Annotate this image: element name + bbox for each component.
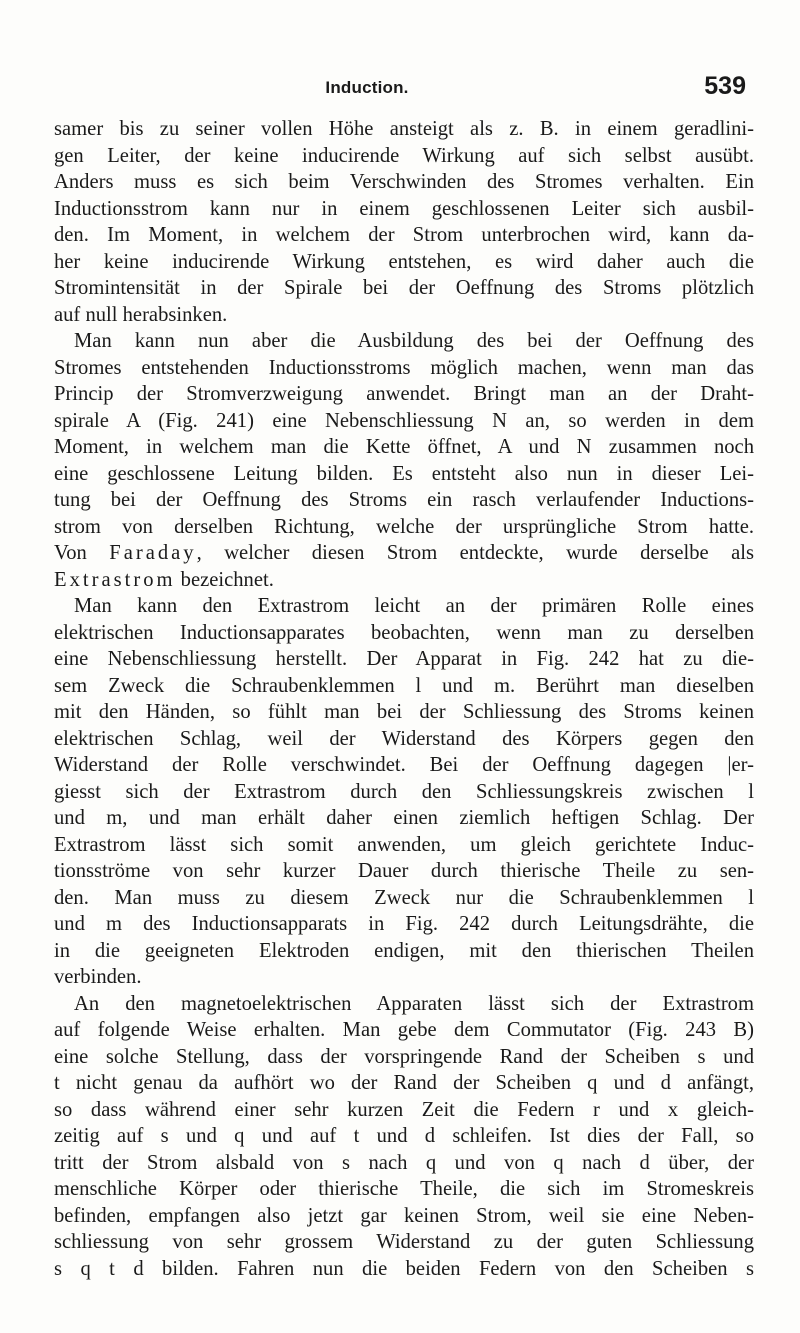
text-line: An den magnetoelektrischen Apparaten lässt sich der Extrastrom	[74, 992, 754, 1015]
text-line: eine Nebenschliessung herstellt. Der Apparat in Fig. 242 hat zu die-	[54, 648, 754, 670]
text-line: Man kann den Extrastrom leicht an der primären Rolle eines	[74, 595, 754, 617]
text-line: eine solche Stellung, dass der vorspringende Rand der Scheiben s und	[54, 1045, 754, 1068]
text-line: tionsströme von sehr kurzer Dauer durch thierische Theile zu sen-	[54, 860, 754, 882]
text-line: sem Zweck die Schraubenklemmen l und m. Berührt man dieselben	[54, 674, 754, 697]
text-line: verbinden.	[54, 966, 142, 988]
text-line: t nicht genau da aufhört wo der Rand der Scheiben q und d anfängt,	[54, 1072, 754, 1094]
text-line: mit den Händen, so fühlt man bei der Schliessung des Stroms keinen	[54, 701, 754, 723]
text-line: so dass während einer sehr kurzen Zeit die Federn r und x gleich-	[54, 1098, 754, 1121]
text-line: den. Man muss zu diesem Zweck nur die Schraubenklemmen l	[54, 886, 754, 909]
text-line: und m, und man erhält daher einen ziemlich heftigen Schlag. Der	[54, 807, 754, 829]
text-line: elektrischen Inductionsapparates beobachten, wenn man zu derselben	[54, 621, 754, 644]
text-line: und m des Inductionsapparats in Fig. 242 durch Leitungsdrähte, die	[54, 913, 754, 935]
text-line: Extrastrom lässt sich somit anwenden, um gleich gerichtete Induc-	[54, 833, 754, 856]
text-line: s q t d bilden. Fahren nun die beiden Federn von den Scheiben s	[54, 1257, 754, 1280]
text-line: samer bis zu seiner vollen Höhe ansteigt als z. B. in einem geradlini-	[54, 118, 754, 140]
text-line: auf null herabsinken.	[54, 303, 228, 326]
text-line: Von Faraday, welcher diesen Strom entdeckte, wurde derselbe als	[54, 542, 754, 564]
text-line: Moment, in welchem man die Kette öffnet, A und N zusammen noch	[54, 436, 754, 458]
text-line: Widerstand der Rolle verschwindet. Bei der Oeffnung dagegen |er-	[54, 754, 754, 776]
body-text	[54, 116, 754, 1282]
text-line: Stromes entstehenden Inductionsstroms möglich machen, wenn man das	[54, 356, 754, 379]
text-line: befinden, empfangen also jetzt gar keinen Strom, weil sie eine Neben-	[54, 1204, 754, 1227]
text-line: schliessung von sehr grossem Widerstand zu der guten Schliessung	[54, 1231, 754, 1253]
text-line: Stromintensität in der Spirale bei der Oeffnung des Stroms plötzlich	[54, 277, 754, 299]
page-number: 539	[704, 72, 746, 100]
text-line: in die geeigneten Elektroden endigen, mit den thierischen Theilen	[54, 939, 754, 962]
text-line: spirale A (Fig. 241) eine Nebenschliessung N an, so werden in dem	[54, 409, 754, 432]
page-header	[54, 72, 746, 110]
text-line: Extrastrom bezeichnet.	[54, 568, 274, 591]
text-line: Anders muss es sich beim Verschwinden des Stromes verhalten. Ein	[54, 171, 754, 193]
text-line: auf folgende Weise erhalten. Man gebe dem Commutator (Fig. 243 B)	[54, 1019, 754, 1041]
text-line: den. Im Moment, in welchem der Strom unterbrochen wird, kann da-	[54, 224, 754, 246]
text-line: eine geschlossene Leitung bilden. Es entsteht also nun in dieser Lei-	[54, 462, 754, 485]
text-line: Man kann nun aber die Ausbildung des bei der Oeffnung des	[74, 330, 754, 352]
text-line: Inductionsstrom kann nur in einem geschlossenen Leiter sich ausbil-	[54, 197, 754, 220]
running-head: Induction.	[325, 78, 409, 97]
text-line: gen Leiter, der keine inducirende Wirkung auf sich selbst ausübt.	[54, 144, 754, 167]
text-line: zeitig auf s und q und auf t und d schleifen. Ist dies der Fall, so	[54, 1125, 754, 1147]
text-line: tung bei der Oeffnung des Stroms ein rasch verlaufender Inductions-	[54, 489, 754, 511]
text-line: menschliche Körper oder thierische Theile, die sich im Stromeskreis	[54, 1178, 754, 1200]
text-line: her keine inducirende Wirkung entstehen, es wird daher auch die	[54, 250, 754, 273]
text-line: strom von derselben Richtung, welche der ursprüngliche Strom hatte.	[54, 515, 754, 538]
text-line: Princip der Stromverzweigung anwendet. Bringt man an der Draht-	[54, 383, 754, 405]
text-line: tritt der Strom alsbald von s nach q und von q nach d über, der	[54, 1151, 754, 1174]
text-line: giesst sich der Extrastrom durch den Schliessungskreis zwischen l	[54, 780, 754, 803]
text-line: elektrischen Schlag, weil der Widerstand des Körpers gegen den	[54, 727, 754, 750]
